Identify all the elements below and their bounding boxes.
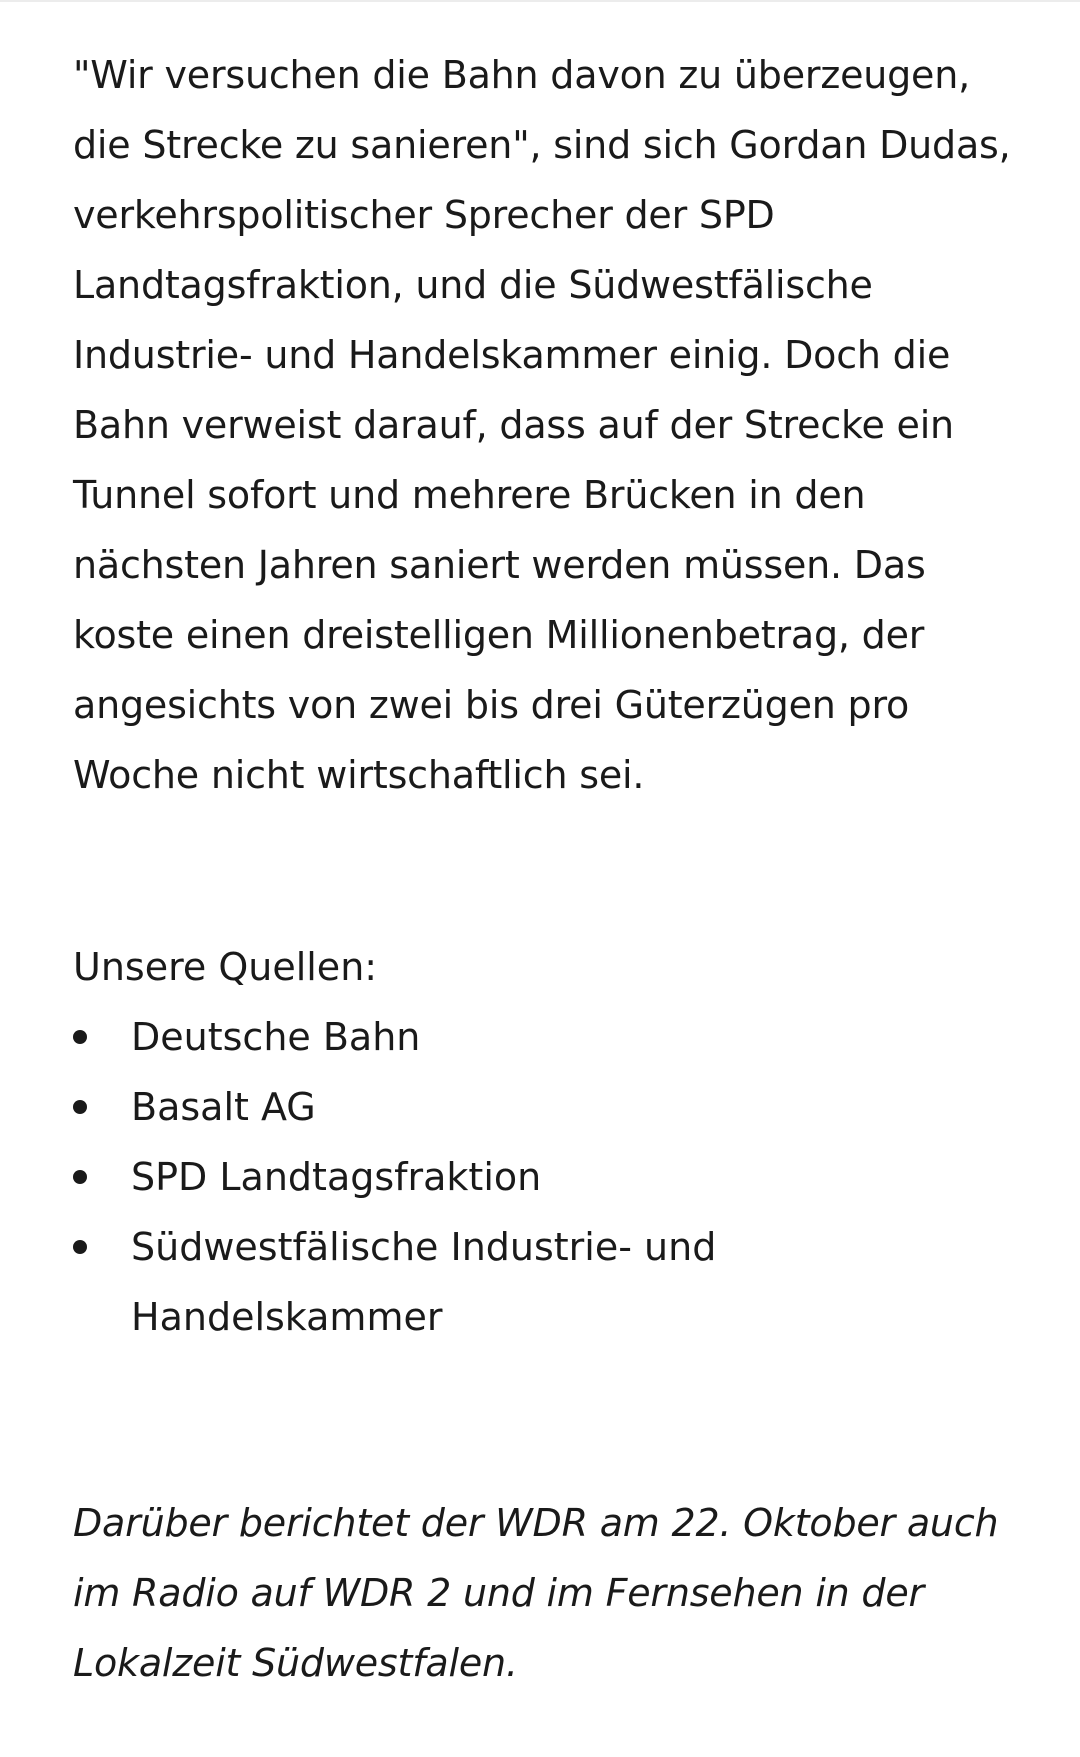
source-label: SPD Landtagsfraktion (131, 1155, 542, 1199)
broadcast-note-line: Darüber berichtet der WDR am 22. Oktober auch (73, 1501, 999, 1545)
paragraph-line: angesichts von zwei bis drei Güterzügen pro (73, 683, 910, 727)
paragraph-line: Tunnel sofort und mehrere Brücken in den (73, 473, 866, 517)
paragraph-line: die Strecke zu sanieren", sind sich Gordan Dudas, (73, 123, 1011, 167)
top-divider (0, 0, 1080, 2)
broadcast-note-line: Lokalzeit Südwestfalen. (73, 1641, 518, 1685)
source-item (73, 1142, 1033, 1212)
article-paragraph (73, 40, 1033, 810)
paragraph-line: Landtagsfraktion, und die Südwestfälische (73, 263, 873, 307)
article-content (73, 40, 1033, 1698)
bullet-icon (73, 1100, 87, 1114)
source-label: Basalt AG (131, 1085, 316, 1129)
source-label: Südwestfälische Industrie- und (131, 1225, 717, 1269)
paragraph-line: Industrie- und Handelskammer einig. Doch die (73, 333, 951, 377)
sources-section (73, 932, 1033, 1352)
paragraph-line: koste einen dreistelligen Millionenbetrag, der (73, 613, 925, 657)
paragraph-line: Woche nicht wirtschaftlich sei. (73, 753, 645, 797)
broadcast-note-line: im Radio auf WDR 2 und im Fernsehen in der (73, 1571, 924, 1615)
source-item (73, 1072, 1033, 1142)
paragraph-line: verkehrspolitischer Sprecher der SPD (73, 193, 775, 237)
source-label-continued: Handelskammer (131, 1295, 443, 1339)
source-label: Deutsche Bahn (131, 1015, 421, 1059)
paragraph-line: "Wir versuchen die Bahn davon zu überzeugen, (73, 53, 971, 97)
paragraph-line: Bahn verweist darauf, dass auf der Strecke ein (73, 403, 954, 447)
source-item (73, 1212, 1033, 1352)
bullet-icon (73, 1240, 87, 1254)
bullet-icon (73, 1030, 87, 1044)
sources-list (73, 1002, 1033, 1352)
paragraph-line: nächsten Jahren saniert werden müssen. Das (73, 543, 926, 587)
sources-heading: Unsere Quellen: (73, 945, 378, 989)
source-item (73, 1002, 1033, 1072)
broadcast-note (73, 1488, 1033, 1698)
bullet-icon (73, 1170, 87, 1184)
